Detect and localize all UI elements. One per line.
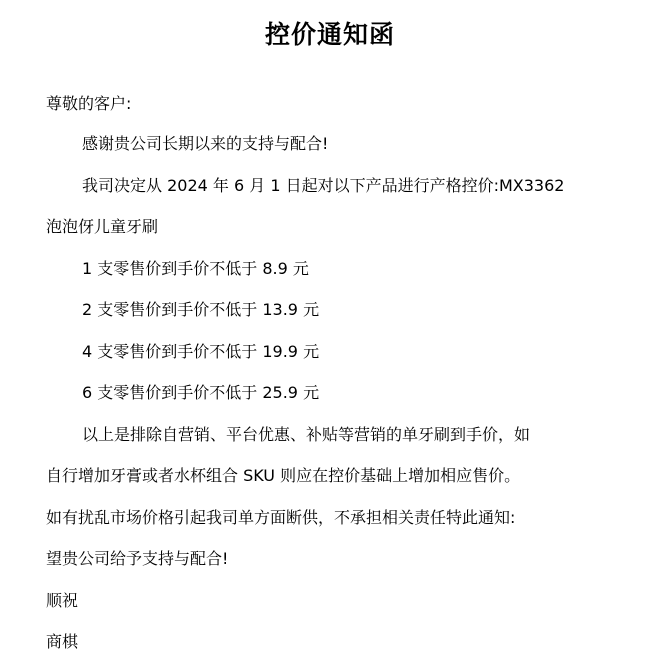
explanation-line-2: 自行增加牙膏或者水杯组合 SKU 则应在控价基础上增加相应售价。 bbox=[46, 466, 521, 485]
price-item-1: 1 支零售价到手价不低于 8.9 元 bbox=[82, 259, 309, 278]
price-item-2: 2 支零售价到手价不低于 13.9 元 bbox=[82, 300, 320, 319]
product-name-line: 泡泡伢儿童牙刷 bbox=[46, 217, 159, 236]
closing-line: 顺祝 bbox=[46, 591, 79, 610]
closing-line-2: 商棋 bbox=[46, 632, 79, 651]
thanks-line: 感谢贵公司长期以来的支持与配合! bbox=[82, 134, 329, 153]
support-line: 望贵公司给予支持与配合! bbox=[46, 549, 229, 568]
warning-line: 如有扰乱市场价格引起我司单方面断供，不承担相关责任特此通知: bbox=[46, 508, 516, 527]
salutation: 尊敬的客户: bbox=[46, 94, 132, 113]
explanation-line-1: 以上是排除自营销、平台优惠、补贴等营销的单牙刷到手价，如 bbox=[82, 425, 531, 444]
page-title: 控价通知函 bbox=[264, 20, 395, 49]
price-item-6: 6 支零售价到手价不低于 25.9 元 bbox=[82, 383, 320, 402]
announcement-line: 我司决定从 2024 年 6 月 1 日起对以下产品进行产格控价:MX3362 bbox=[82, 176, 565, 195]
price-item-4: 4 支零售价到手价不低于 19.9 元 bbox=[82, 342, 320, 361]
